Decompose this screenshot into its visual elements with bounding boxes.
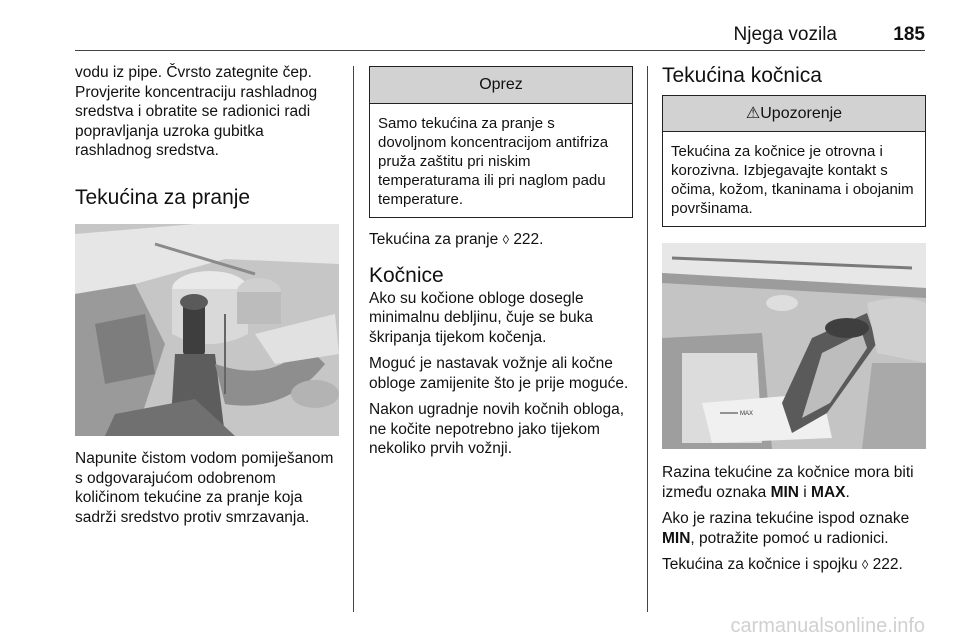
caution-text: Samo tekućina za pranje s dovoljnom koncentracijom antifriza pruža zaštitu pri niskim temperaturama ili pri naglom padu temperature. (378, 114, 609, 208)
brakes-heading: Kočnice (369, 264, 444, 287)
column-1 (75, 63, 340, 527)
brakes-paragraph-1: Ako su kočione obloge dosegle minimalnu debljinu, čuje se buka škripanja tijekom kočenja. (369, 289, 594, 346)
warning-header (663, 96, 925, 133)
intro-paragraph: vodu iz pipe. Čvrsto zategnite čep. Provjerite koncentraciju rashladnog sredstva i obratite se radionici radi popravljanja uzroka gubitka rashladnog sredstva. (75, 64, 318, 159)
reference-text: Tekućina za pranje (369, 230, 499, 248)
warning-text: Tekućina za kočnice je otrovna i korozivna. Izbjegavajte kontakt s očima, kožom, tkaninama i obojanim površinama. (671, 143, 914, 217)
caution-title: Oprez (370, 67, 632, 104)
brakes-paragraph-2: Moguć je nastavak vožnje ali kočne obloge zamijenite što je prije moguće. (369, 355, 629, 392)
max-mark: MAX (811, 483, 846, 501)
reference-arrow-icon: ◊ (502, 231, 509, 247)
column-2 (369, 63, 633, 459)
watermark: carmanualsonline.info (730, 615, 925, 637)
page-number: 185 (893, 24, 925, 45)
workshop-text: , potražite pomoć u radionici. (690, 529, 889, 547)
max-mark-label: MAX (740, 411, 754, 417)
brake-level-paragraph (662, 463, 926, 502)
column-divider (353, 66, 354, 612)
column-3 (662, 63, 926, 575)
page-header (75, 24, 925, 50)
column-divider (647, 66, 648, 612)
brake-fluid-figure (662, 243, 926, 449)
reference-page[interactable]: 222. (872, 556, 903, 573)
caution-box (369, 66, 633, 218)
reference-arrow-icon: ◊ (861, 557, 869, 572)
washer-fluid-reference (369, 230, 633, 250)
warning-title: Upozorenje (760, 104, 843, 122)
brake-fluid-heading: Tekućina kočnica (662, 64, 822, 87)
min-mark: MIN (770, 483, 799, 501)
header-rule (75, 50, 925, 51)
below-min-paragraph (662, 509, 926, 548)
min-mark: MIN (662, 529, 691, 547)
brake-fluid-reference (662, 555, 926, 575)
warning-icon: ⚠ (745, 104, 761, 122)
washer-fluid-caption: Napunite čistom vodom pomiješanom s odgovarajućom odobrenom količinom tekućine za pranje koja sadrži sredstvo protiv smrzavanja. (75, 450, 334, 526)
reference-page[interactable]: 222. (513, 230, 544, 248)
washer-fluid-heading: Tekućina za pranje (75, 185, 251, 209)
conjunction: i (798, 483, 812, 501)
brake-level-text: Razina tekućine za kočnice mora biti između oznaka (662, 464, 914, 501)
washer-fluid-figure (75, 224, 339, 436)
brakes-paragraph-3: Nakon ugradnje novih kočnih obloga, ne kočite nepotrebno jako tijekom nekoliko prvih vožnji. (369, 401, 625, 457)
reference-text: Tekućina za kočnice i spojku (662, 556, 858, 573)
period: . (845, 483, 850, 501)
warning-box (662, 95, 926, 228)
section-title: Njega vozila (733, 24, 837, 45)
below-min-text: Ako je razina tekućine ispod oznake (662, 510, 910, 527)
